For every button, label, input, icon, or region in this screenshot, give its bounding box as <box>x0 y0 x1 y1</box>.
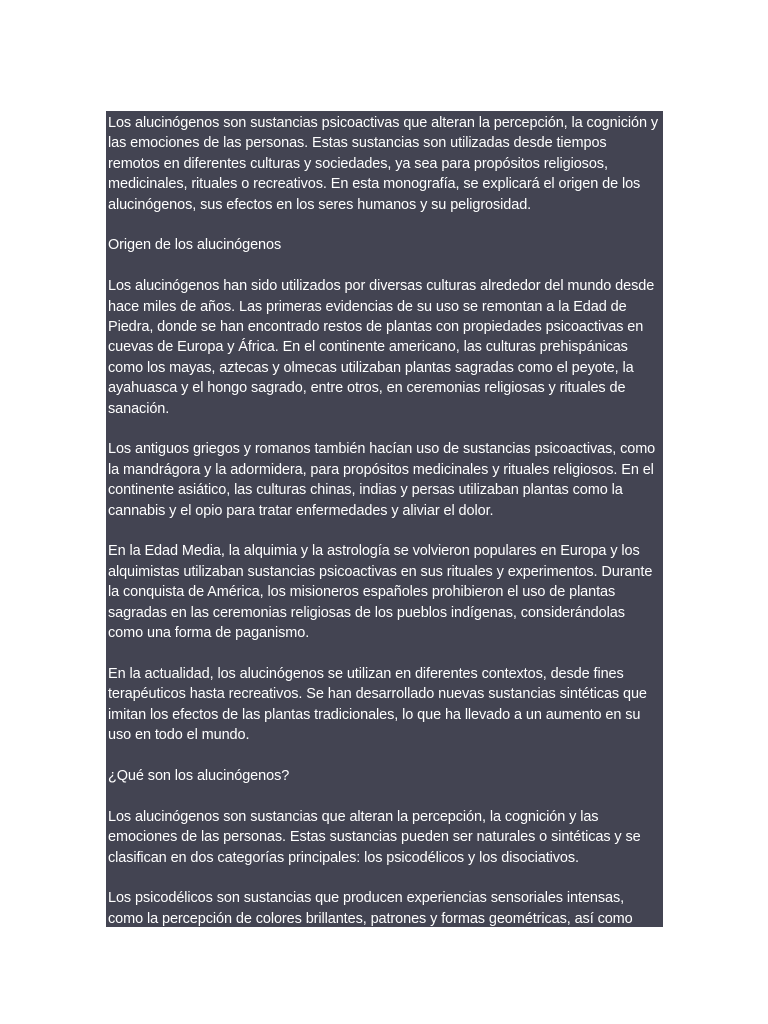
paragraph-origen-2: Los antiguos griegos y romanos también hacían uso de sustancias psicoactivas, como la mandrágora y la adormidera, para propósitos medicinales y rituales religiosos. En el continente asiático, las culturas chinas, indias y persas utilizaban plantas como la cannabis y el opio para tratar enfermedades y aliviar el dolor. <box>108 441 656 519</box>
paragraph-origen-1: Los alucinógenos han sido utilizados por diversas culturas alrededor del mundo desde hace miles de años. Las primeras evidencias de su uso se remontan a la Edad de Piedra, donde se han encontrado restos de plantas con propiedades psicoactivas en cuevas de Europa y África. En el continente americano, las culturas prehispánicas como los mayas, aztecas y olmecas utilizaban plantas sagradas como el peyote, la ayahuasca y el hongo sagrado, entre otros, en ceremonias religiosas y rituales de sanación. <box>108 278 655 417</box>
paragraph-origen-3: En la Edad Media, la alquimia y la astrología se volvieron populares en Europa y los alquimistas utilizaban sustancias psicoactivas en sus rituales y experimentos. Durante la conquista de América, los misioneros españoles prohibieron el uso de plantas sagradas en las ceremonias religiosas de los pueblos indígenas, considerándolas como una forma de paganismo. <box>108 543 653 642</box>
paragraph-que-son-2: Los psicodélicos son sustancias que producen experiencias sensoriales intensas, como la percepción de colores brillantes, patrones y formas geométricas, así como <box>108 890 633 927</box>
document-page <box>106 111 663 927</box>
paragraph-intro: Los alucinógenos son sustancias psicoactivas que alteran la percepción, la cognición y las emociones de las personas. Estas sustancias son utilizadas desde tiempos remotos en diferentes culturas y sociedades, ya sea para propósitos religiosos, medicinales, rituales o recreativos. En esta monografía, se explicará el origen de los alucinógenos, sus efectos en los seres humanos y su peligrosidad. <box>108 115 658 213</box>
paragraph-origen-4: En la actualidad, los alucinógenos se utilizan en diferentes contextos, desde fines terapéuticos hasta recreativos. Se han desarrollado nuevas sustancias sintéticas que imitan los efectos de las plantas tradicionales, lo que ha llevado a un aumento en su uso en todo el mundo. <box>108 665 647 744</box>
section-heading-origen: Origen de los alucinógenos <box>108 237 282 254</box>
document-body <box>108 113 662 927</box>
section-heading-que-son: ¿Qué son los alucinógenos? <box>108 767 290 784</box>
paragraph-que-son-1: Los alucinógenos son sustancias que alteran la percepción, la cognición y las emociones de las personas. Estas sustancias pueden ser naturales o sintéticas y se clasifican en dos categorías principales: los psicodélicos y los disociativos. <box>108 808 641 866</box>
